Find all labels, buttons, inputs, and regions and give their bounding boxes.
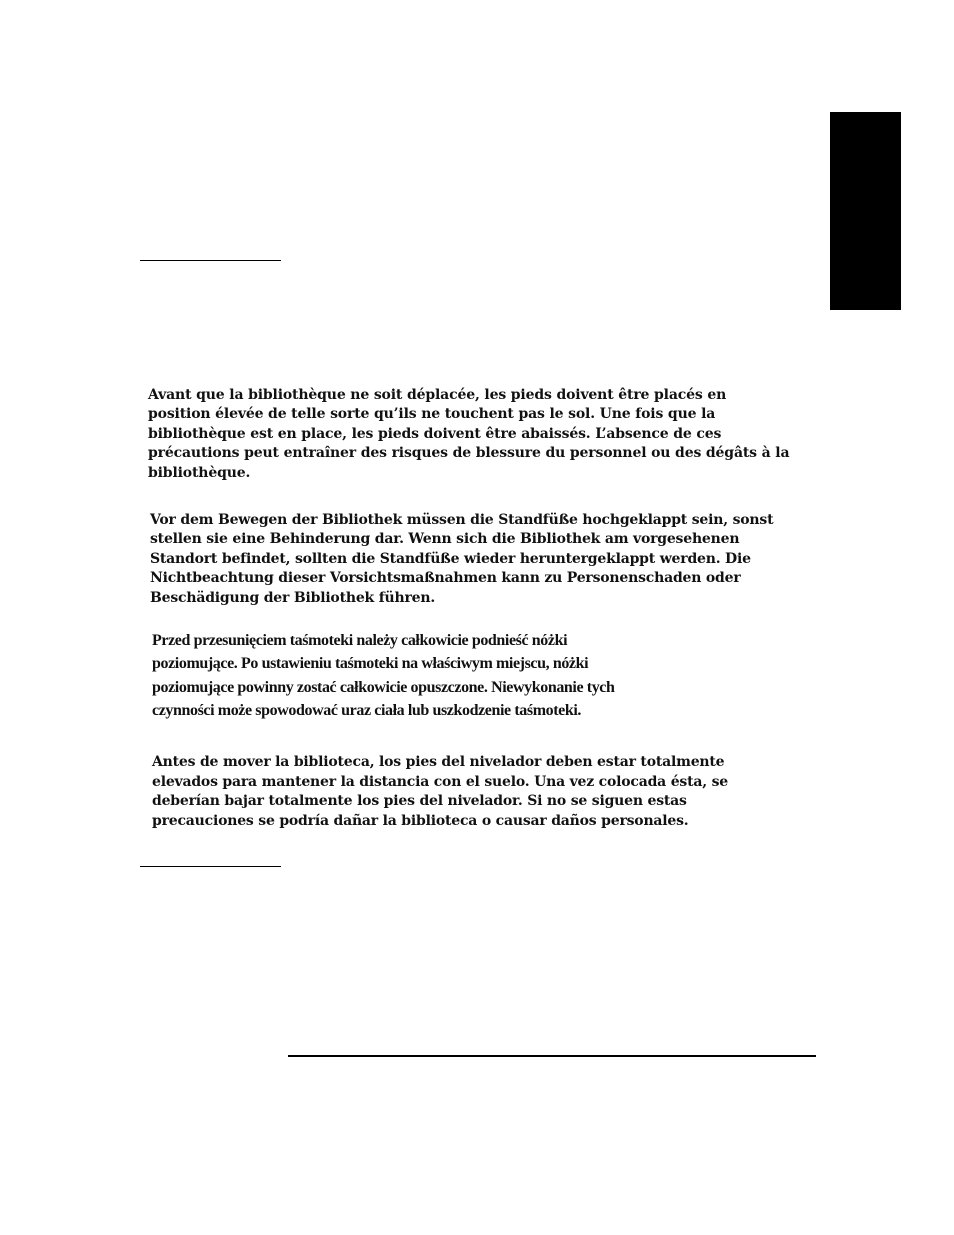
text-line: czynności może spowodować uraz ciała lub uszkodzenie taśmoteki. bbox=[152, 701, 582, 719]
caution-paragraph-french bbox=[148, 386, 789, 483]
text-line: poziomujące. Po ustawieniu taśmoteki na właściwym miejscu, nóżki bbox=[152, 655, 589, 673]
text-line: Vor dem Bewegen der Bibliothek müssen die Standfüße hochgeklappt sein, sonst bbox=[150, 512, 774, 528]
caution-bottom-rule bbox=[140, 866, 281, 867]
text-line: Nichtbeachtung dieser Vorsichtsmaßnahmen kann zu Personenschaden oder bbox=[150, 570, 741, 587]
text-line: deberían bajar totalmente los pies del nivelador. Si no se siguen estas bbox=[152, 793, 687, 809]
text-line: Antes de mover la biblioteca, los pies del nivelador deben estar totalmente bbox=[152, 754, 725, 770]
text-line: Standort befindet, sollten die Standfüße wieder heruntergeklappt werden. Die bbox=[150, 550, 751, 567]
text-line: precauciones se podría dañar la biblioteca o causar daños personales. bbox=[152, 812, 689, 829]
footer-rule bbox=[288, 1055, 816, 1057]
text-line: bibliothèque est en place, les pieds doivent être abaissés. L’absence de ces bbox=[148, 425, 722, 442]
text-line: elevados para mantener la distancia con el suelo. Una vez colocada ésta, se bbox=[152, 773, 728, 790]
caution-paragraph-german bbox=[150, 511, 773, 608]
caution-paragraph-polish bbox=[152, 629, 615, 722]
text-line: stellen sie eine Behinderung dar. Wenn sich die Bibliothek am vorgesehenen bbox=[150, 531, 740, 548]
text-line: Beschädigung der Bibliothek führen. bbox=[150, 589, 436, 606]
text-line: poziomujące powinny zostać całkowicie opuszczone. Niewykonanie tych bbox=[152, 678, 615, 696]
text-line: Avant que la bibliothèque ne soit déplacée, les pieds doivent être placés en bbox=[148, 387, 727, 403]
chapter-thumb-tab bbox=[830, 112, 901, 310]
caution-paragraph-spanish bbox=[152, 753, 728, 831]
text-line: position élevée de telle sorte qu’ils ne touchent pas le sol. Une fois que la bbox=[148, 406, 716, 423]
text-line: bibliothèque. bbox=[148, 464, 251, 481]
text-line: précautions peut entraîner des risques de blessure du personnel ou des dégâts à la bbox=[148, 445, 790, 462]
text-line: Przed przesunięciem taśmoteki należy całkowicie podnieść nóżki bbox=[152, 632, 568, 649]
caution-top-rule bbox=[140, 260, 281, 261]
